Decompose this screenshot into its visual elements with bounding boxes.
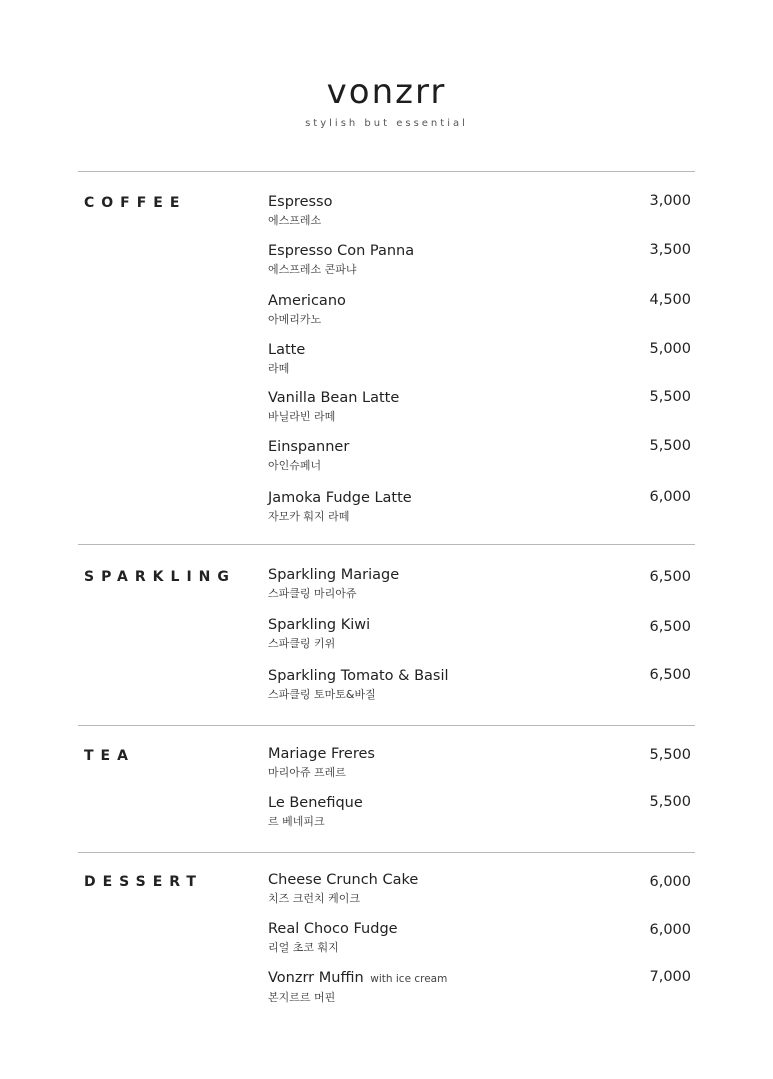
divider xyxy=(78,725,695,726)
item-name-korean: 에스프레소 xyxy=(268,214,322,227)
item-name-korean: 바닐라빈 라떼 xyxy=(268,410,336,423)
item-name-korean: 마리아쥬 프레르 xyxy=(268,766,346,779)
menu-item xyxy=(268,616,693,651)
item-name: Latte xyxy=(268,342,306,358)
item-price: 7,000 xyxy=(649,969,691,985)
item-price: 5,500 xyxy=(649,389,691,405)
item-name-korean: 스파클링 마리아쥬 xyxy=(268,587,357,600)
item-name-korean: 르 베네피크 xyxy=(268,815,325,828)
item-name: Le Benefique xyxy=(268,795,363,811)
item-name-korean: 에스프레소 콘파냐 xyxy=(268,263,357,276)
item-name: Sparkling Kiwi xyxy=(268,617,371,633)
item-price: 6,500 xyxy=(649,667,691,683)
item-name-korean: 라떼 xyxy=(268,362,290,375)
category-tea: TEA xyxy=(84,748,135,764)
item-note: with ice cream xyxy=(370,973,448,985)
menu-item xyxy=(268,794,693,829)
item-name: Espresso xyxy=(268,194,333,210)
item-name-korean: 자모카 훠지 라떼 xyxy=(268,510,350,523)
divider xyxy=(78,171,695,172)
item-price: 5,000 xyxy=(649,341,691,357)
menu-item xyxy=(268,389,693,424)
menu-item xyxy=(268,745,693,780)
menu-item xyxy=(268,920,693,955)
item-price: 6,500 xyxy=(649,619,691,635)
menu-item xyxy=(268,566,693,601)
item-name-korean: 스파클링 토마토&바질 xyxy=(268,688,376,701)
item-price: 3,500 xyxy=(649,242,691,258)
menu-item xyxy=(268,292,693,327)
item-name: Americano xyxy=(268,293,346,309)
brand-logo: vonzrr xyxy=(326,72,447,112)
item-price: 6,000 xyxy=(649,489,691,505)
menu-header xyxy=(0,72,773,129)
item-name: Cheese Crunch Cake xyxy=(268,872,419,888)
menu-item xyxy=(268,242,693,277)
item-name xyxy=(268,969,693,988)
divider xyxy=(78,852,695,853)
menu-item xyxy=(268,438,693,473)
item-name: Jamoka Fudge Latte xyxy=(268,490,412,506)
item-name: Mariage Freres xyxy=(268,746,375,762)
item-price: 5,500 xyxy=(649,747,691,763)
item-price: 4,500 xyxy=(649,292,691,308)
item-name: Vanilla Bean Latte xyxy=(268,390,400,406)
item-name-korean: 스파클링 키위 xyxy=(268,637,336,650)
item-name: Sparkling Tomato & Basil xyxy=(268,668,449,684)
menu-item xyxy=(268,871,693,906)
item-name: Espresso Con Panna xyxy=(268,243,415,259)
menu-item xyxy=(268,489,693,524)
divider xyxy=(78,544,695,545)
menu-item xyxy=(268,969,693,1005)
item-price: 3,000 xyxy=(649,193,691,209)
item-name-korean: 리얼 초코 훠지 xyxy=(268,941,339,954)
item-price: 6,500 xyxy=(649,569,691,585)
item-name-korean: 아인슈페너 xyxy=(268,459,322,472)
brand-tagline: stylish but essential xyxy=(305,118,468,129)
item-name: Einspanner xyxy=(268,439,350,455)
item-name: Sparkling Mariage xyxy=(268,567,400,583)
item-name-text: Vonzrr Muffin xyxy=(268,970,364,986)
item-name-korean: 치즈 크런치 케이크 xyxy=(268,892,361,905)
item-price: 5,500 xyxy=(649,438,691,454)
item-name: Real Choco Fudge xyxy=(268,921,398,937)
item-name-korean: 아메리카노 xyxy=(268,313,322,326)
item-name-korean: 본지르르 머핀 xyxy=(268,991,336,1004)
category-sparkling: SPARKLING xyxy=(84,569,236,585)
menu-item xyxy=(268,667,693,702)
menu-item xyxy=(268,341,693,376)
category-dessert: DESSERT xyxy=(84,874,203,890)
item-price: 6,000 xyxy=(649,874,691,890)
item-price: 5,500 xyxy=(649,794,691,810)
item-price: 6,000 xyxy=(649,922,691,938)
category-coffee: COFFEE xyxy=(84,195,187,211)
menu-item xyxy=(268,193,693,228)
